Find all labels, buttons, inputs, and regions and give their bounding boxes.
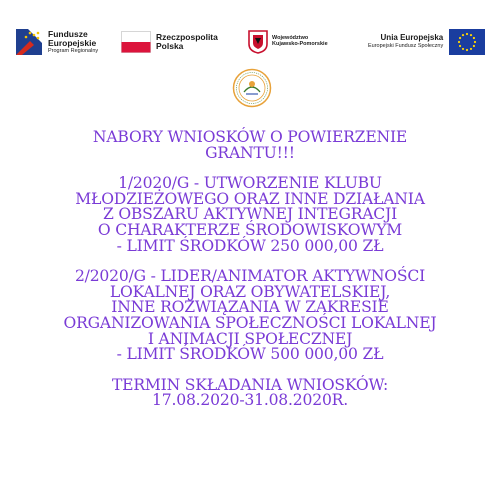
item1-line: - LIMIT ŚRODKÓW 250 000,00 ZŁ (116, 236, 384, 255)
eu-star-icon (466, 49, 468, 51)
eu-star-icon (474, 41, 476, 43)
wojewodztwo-line1: Województwo (272, 35, 309, 42)
eu-star-icon (470, 34, 472, 36)
fundusze-line1: Fundusze (48, 28, 88, 39)
item2-line: I ANIMACJI SPOŁECZNEJ (147, 329, 353, 348)
heading-line: GRANTU!!! (205, 143, 295, 162)
item1-line: MŁODZIEŻOWEGO ORAZ INNE DZIAŁANIA (75, 189, 425, 208)
item2-line: INNE ROZWIĄZANIA W ZAKRESIE (111, 298, 389, 317)
eu-star-icon (458, 41, 460, 43)
lgd-seal-icon (232, 68, 272, 108)
announcement-heading (0, 130, 500, 161)
grant-item-2 (0, 269, 500, 363)
eu-star-icon (459, 37, 461, 39)
wojewodztwo-logo (248, 24, 328, 60)
item2-line: - LIMIT ŚRODKÓW 500 000,00 ZŁ (116, 345, 384, 364)
eu-flag-icon (449, 29, 485, 55)
unia-line2: Europejski Fundusz Społeczny (368, 43, 444, 50)
item2-line: LOKALNEJ ORAZ OBYWATELSKIEJ, (109, 282, 391, 301)
eu-star-icon (459, 45, 461, 47)
coat-of-arms-icon (248, 30, 268, 54)
fundusze-line2: Europejskie (48, 37, 97, 48)
logo-bar (0, 24, 500, 60)
item1-line: O CHARAKTERZE ŚRODOWISKOWYM (97, 220, 403, 239)
fundusze-europejskie-icon (14, 27, 44, 57)
deadline-line: TERMIN SKŁADANIA WNIOSKÓW: (111, 375, 389, 394)
announcement (0, 130, 500, 424)
rzeczpospolita-line2: Polska (156, 41, 184, 51)
unia-europejska-logo (368, 24, 485, 60)
unia-line1: Unia Europejska (380, 32, 444, 42)
eu-star-icon (466, 33, 468, 35)
fundusze-europejskie-logo (14, 24, 98, 60)
rzeczpospolita-polska-logo (121, 24, 218, 60)
eu-star-icon (473, 45, 475, 47)
item2-line: ORGANIZOWANIA SPOŁECZNOŚCI LOKALNEJ (63, 313, 437, 332)
item2-line: 2/2020/G - LIDER/ANIMATOR AKTYWNOŚCI (74, 267, 426, 286)
grant-item-1 (0, 176, 500, 254)
eu-star-icon (462, 34, 464, 36)
item1-line: 1/2020/G - UTWORZENIE KLUBU (118, 174, 382, 193)
deadline (0, 375, 500, 410)
heading-line: NABORY WNIOSKÓW O POWIERZENIE (92, 128, 408, 146)
deadline-line: 17.08.2020-31.08.2020R. (152, 391, 348, 410)
rzeczpospolita-line1: Rzeczpospolita (156, 32, 218, 43)
polish-flag-icon (121, 31, 151, 53)
eu-star-icon (470, 48, 472, 50)
eu-star-icon (462, 48, 464, 50)
fundusze-line3: Program Regionalny (48, 47, 99, 54)
item1-line: Z OBSZARU AKTYWNEJ INTEGRACJI (102, 205, 398, 224)
wojewodztwo-line2: Kujawsko-Pomorskie (272, 41, 328, 47)
eu-star-icon (473, 37, 475, 39)
